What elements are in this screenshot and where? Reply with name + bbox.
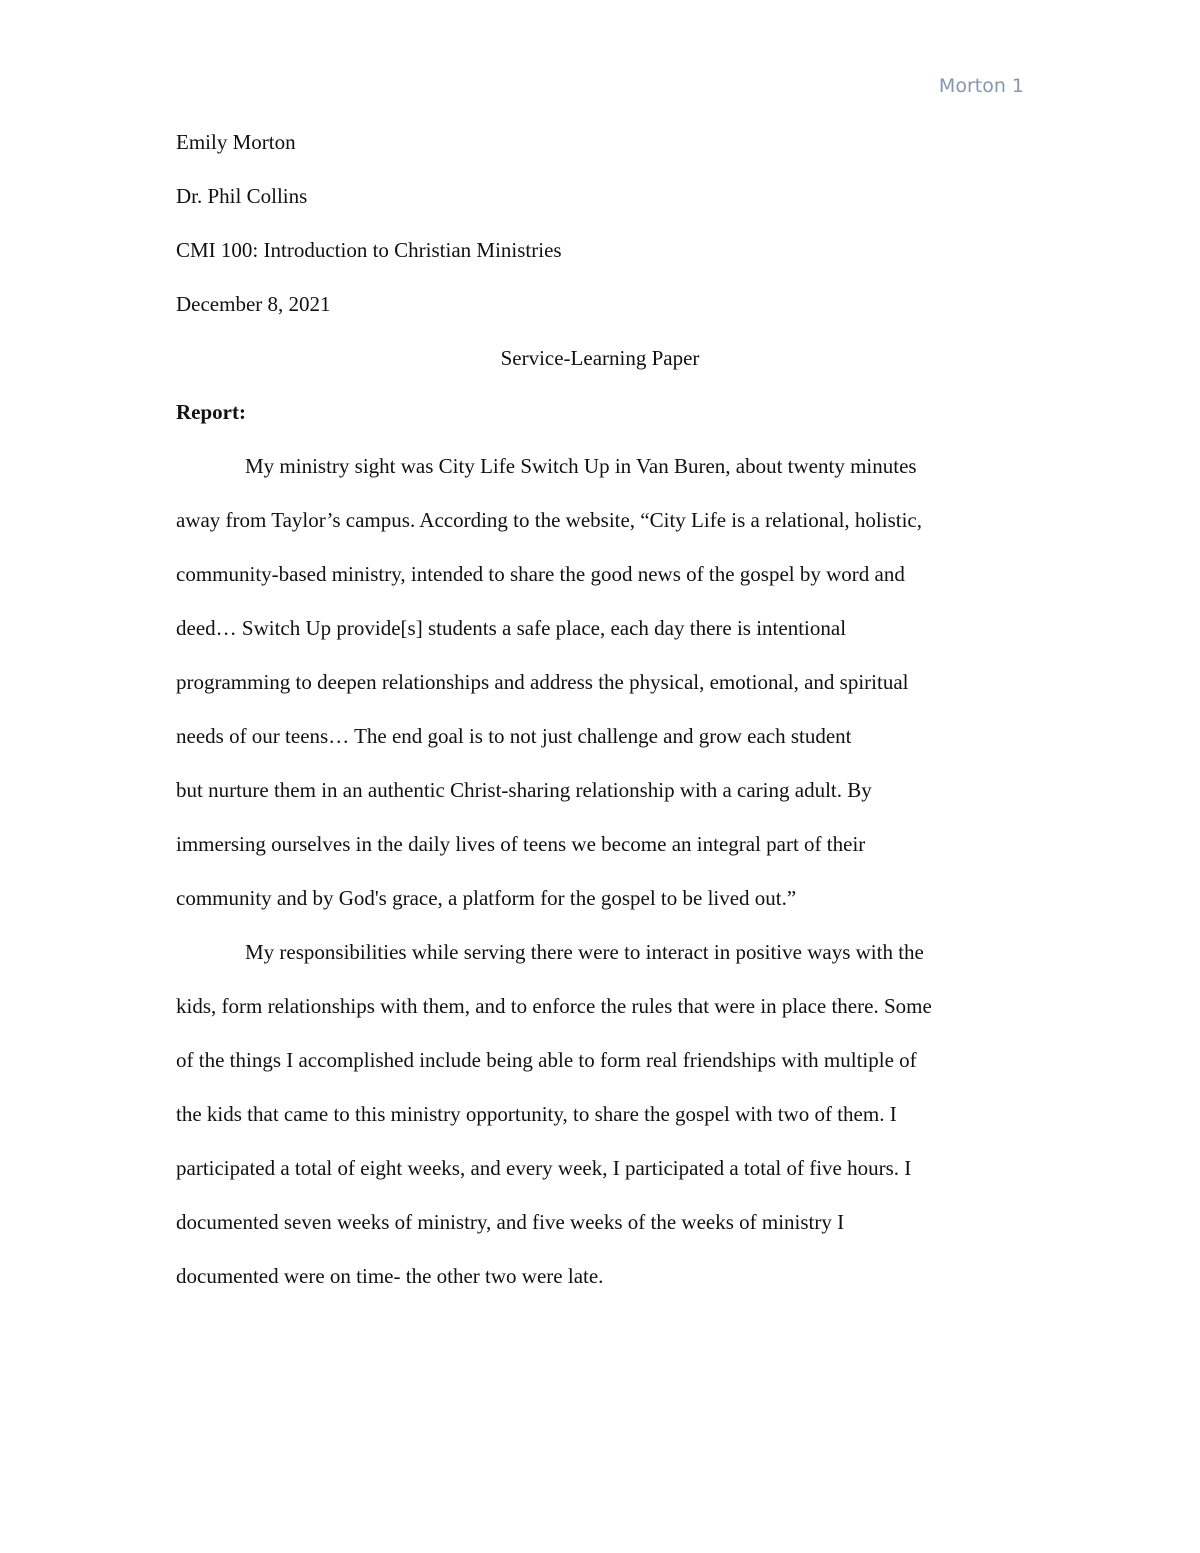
document-date: December 8, 2021 (176, 292, 331, 316)
paragraph-line: documented seven weeks of ministry, and five weeks of the weeks of ministry I (176, 1210, 845, 1234)
section-heading: Report: (176, 400, 246, 424)
paragraph-line: needs of our teens… The end goal is to not just challenge and grow each student (176, 724, 852, 748)
paragraph-line: kids, form relationships with them, and to enforce the rules that were in place there. Some (176, 994, 932, 1018)
paragraph-line: of the things I accomplished include being able to form real friendships with multiple of (176, 1048, 917, 1072)
paper-title: Service-Learning Paper (500, 346, 700, 370)
running-head: Morton 1 (938, 75, 1024, 97)
paragraph-line: My ministry sight was City Life Switch Up in Van Buren, about twenty minutes (245, 454, 917, 478)
paragraph-line: community and by God's grace, a platform for the gospel to be lived out.” (176, 886, 797, 910)
author-name: Emily Morton (176, 130, 296, 154)
paragraph-line: My responsibilities while serving there were to interact in positive ways with the (245, 940, 924, 964)
paragraph-line: deed… Switch Up provide[s] students a safe place, each day there is intentional (176, 616, 847, 640)
paragraph-line: but nurture them in an authentic Christ-sharing relationship with a caring adult. By (176, 778, 872, 802)
course-name: CMI 100: Introduction to Christian Ministries (176, 238, 562, 262)
paragraph-1 (176, 451, 1024, 937)
instructor-name: Dr. Phil Collins (176, 184, 308, 208)
paragraph-line: away from Taylor’s campus. According to the website, “City Life is a relational, holistic, (176, 508, 922, 532)
paragraph-line: the kids that came to this ministry opportunity, to share the gospel with two of them. I (176, 1102, 897, 1126)
paragraph-line: documented were on time- the other two were late. (176, 1264, 604, 1288)
paragraph-2 (176, 937, 1024, 1315)
document-body (176, 127, 1024, 1315)
paragraph-line: immersing ourselves in the daily lives of teens we become an integral part of their (176, 832, 866, 856)
paragraph-line: participated a total of eight weeks, and every week, I participated a total of five hours. I (176, 1156, 912, 1180)
paragraph-line: community-based ministry, intended to share the good news of the gospel by word and (176, 562, 905, 586)
paragraph-line: programming to deepen relationships and address the physical, emotional, and spiritual (176, 670, 909, 694)
